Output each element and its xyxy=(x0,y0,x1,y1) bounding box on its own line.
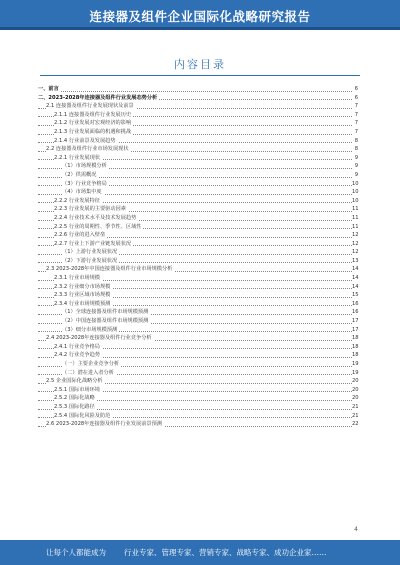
toc-entry-text: 2.4.2 行业竞争趋势 xyxy=(54,352,100,359)
toc-entry[interactable] xyxy=(38,360,358,369)
toc-entry-page: 10 xyxy=(352,197,359,204)
toc-entry-page: 6 xyxy=(352,85,358,94)
toc-entry-page: 16 xyxy=(352,300,359,307)
table-of-contents xyxy=(38,85,358,429)
toc-entry-text: 2.3.2 行业细分市场规模 xyxy=(54,283,111,290)
toc-entry-page: 8 xyxy=(352,137,358,146)
toc-entry-page: 12 xyxy=(352,240,359,247)
toc-entry-page: 10 xyxy=(352,189,359,196)
toc-entry-page: 20 xyxy=(352,395,359,402)
toc-entry[interactable] xyxy=(38,137,358,146)
toc-entry[interactable] xyxy=(38,214,358,223)
toc-entry-page: 13 xyxy=(352,257,359,264)
toc-entry-text: 2.2.4 行业技术水平及技术发展趋势 xyxy=(54,214,137,221)
toc-entry-page: 21 xyxy=(352,403,359,410)
toc-entry[interactable] xyxy=(38,274,358,283)
toc-entry-page: 17 xyxy=(352,326,359,333)
toc-entry-text: 2.6 2023-2028年连接器及组件行业发展前景预测 xyxy=(46,421,162,428)
toc-entry[interactable] xyxy=(38,162,358,171)
toc-entry-text: 2.2.2 行业发展特征 xyxy=(54,197,100,204)
report-footer xyxy=(0,526,400,565)
toc-entry-text: 2.5.1 国际市场环境 xyxy=(54,386,100,393)
toc-entry-text: 2.2.1 行业发展现状 xyxy=(54,154,100,161)
toc-entry[interactable] xyxy=(38,394,358,403)
toc-entry[interactable] xyxy=(38,248,358,257)
toc-entry-text: 2.1 连接器及组件行业发展现状及前景 xyxy=(46,103,134,110)
toc-entry[interactable] xyxy=(38,377,358,386)
toc-title: 内容目录 xyxy=(174,58,226,71)
toc-entry[interactable] xyxy=(38,300,358,309)
toc-entry-page: 18 xyxy=(352,352,359,359)
footer-slogan-right: 行业专家、管理专家、营销专家、战略专家、成功企业家…… xyxy=(124,548,327,557)
toc-title-rule xyxy=(40,75,360,76)
toc-entry-page: 8 xyxy=(352,145,358,154)
toc-entry-text: 2.1.2 行业发展对宏观经济的影响 xyxy=(54,120,132,127)
toc-entry-page: 11 xyxy=(352,214,359,221)
toc-entry-page: 19 xyxy=(352,369,359,376)
toc-entry[interactable] xyxy=(38,197,358,206)
toc-entry[interactable] xyxy=(38,94,358,103)
toc-entry[interactable] xyxy=(38,240,358,249)
toc-entry[interactable] xyxy=(38,386,358,395)
page-number: 4 xyxy=(354,526,358,533)
toc-entry-text: 2.5.2 国际化战略 xyxy=(54,395,95,402)
toc-entry[interactable] xyxy=(38,231,358,240)
toc-entry-text: （2）中国连接器及组件市场规模预测 xyxy=(62,318,149,325)
toc-entry-text: 2.3 2023-2028年中国连接器及组件行业市场规模分析 xyxy=(46,266,173,273)
toc-entry-text: （2）供需概况 xyxy=(62,171,97,178)
toc-entry-page: 11 xyxy=(352,206,359,213)
toc-entry-page: 20 xyxy=(352,386,359,393)
toc-entry-text: 一、前言 xyxy=(38,86,59,92)
toc-entry-page: 9 xyxy=(352,162,358,171)
toc-entry[interactable] xyxy=(38,283,358,292)
toc-entry-page: 15 xyxy=(352,292,359,299)
toc-entry-page: 20 xyxy=(352,378,359,385)
toc-entry-page: 7 xyxy=(352,111,358,120)
toc-entry-page: 18 xyxy=(352,335,359,342)
toc-entry[interactable] xyxy=(38,180,358,189)
toc-entry[interactable] xyxy=(38,369,358,378)
toc-entry-text: （3）行业竞争格局 xyxy=(62,180,107,187)
toc-entry[interactable] xyxy=(38,420,358,429)
toc-entry-text: （1）市场规模分析 xyxy=(62,163,107,170)
toc-entry-page: 7 xyxy=(352,102,358,111)
toc-entry[interactable] xyxy=(38,111,358,120)
toc-entry-text: 2.1.1 连接器及组件行业发展历史 xyxy=(54,111,132,118)
toc-entry-text: 二、2023-2028年连接器及组件行业发展态势分析 xyxy=(38,94,158,101)
toc-leader-dots xyxy=(38,91,352,92)
toc-entry[interactable] xyxy=(38,343,358,352)
toc-entry-page: 14 xyxy=(352,266,359,273)
toc-entry-page: 11 xyxy=(352,223,359,230)
toc-entry-text: 2.1.4 行业前景及发展趋势 xyxy=(54,137,116,144)
toc-entry-text: 2.3.1 行业市场规模 xyxy=(54,275,100,282)
toc-entry[interactable] xyxy=(38,291,358,300)
toc-entry-text: 2.5 企业国际化战略分析 xyxy=(46,378,103,385)
toc-entry-text: 2.2.7 行业上下游产业链发展状况 xyxy=(54,240,132,247)
toc-entry-page: 9 xyxy=(352,171,358,180)
toc-entry[interactable] xyxy=(38,412,358,421)
toc-entry[interactable] xyxy=(38,145,358,154)
toc-entry[interactable] xyxy=(38,317,358,326)
toc-entry-page: 18 xyxy=(352,343,359,350)
header-stripe xyxy=(0,27,400,30)
toc-entry-text: 2.2 连接器及组件行业市场发展现状 xyxy=(46,146,129,153)
toc-entry[interactable] xyxy=(38,102,358,111)
toc-entry-text: 2.4 2023-2028年连接器及组件行业竞争分析 xyxy=(46,335,152,342)
toc-entry[interactable] xyxy=(38,128,358,137)
toc-entry-text: 2.2.5 行业的周期性、季节性、区域性 xyxy=(54,223,142,230)
toc-entry[interactable] xyxy=(38,257,358,266)
report-title: 连接器及组件企业国际化战略研究报告 xyxy=(89,9,311,24)
toc-entry-text: （一）主要企业竞争分析 xyxy=(62,361,120,367)
toc-entry-page: 14 xyxy=(352,283,359,290)
footer-slogan-left: 让每个人都能成为 xyxy=(46,548,106,557)
toc-entry-page: 21 xyxy=(352,412,359,419)
toc-entry[interactable] xyxy=(38,265,358,274)
toc-entry[interactable] xyxy=(38,85,358,94)
toc-entry-page: 7 xyxy=(352,128,358,137)
toc-entry-page: 10 xyxy=(352,180,359,187)
toc-entry-page: 16 xyxy=(352,309,359,316)
toc-entry-text: 2.5.4 国际化风险及防范 xyxy=(54,412,111,419)
toc-entry-text: 2.4.1 行业竞争格局 xyxy=(54,343,100,350)
toc-entry[interactable] xyxy=(38,223,358,232)
toc-entry-text: 2.2.6 行业的进入壁垒 xyxy=(54,232,106,239)
toc-entry-text: （1）上游行业发展状况 xyxy=(62,249,118,256)
toc-entry-text: 2.5.3 国际化路径 xyxy=(54,403,95,410)
toc-entry[interactable] xyxy=(38,351,358,360)
toc-entry-page: 12 xyxy=(352,249,359,256)
toc-entry-page: 14 xyxy=(352,275,359,282)
toc-entry-text: （二）潜在进入者分析 xyxy=(62,369,114,376)
toc-entry-page: 7 xyxy=(352,119,358,128)
toc-entry[interactable] xyxy=(38,308,358,317)
toc-entry-page: 22 xyxy=(352,421,359,428)
toc-entry-text: 2.3.3 行业区域市场规模 xyxy=(54,292,111,299)
toc-entry-text: 2.2.3 行业发展的主要驱动因素 xyxy=(54,206,126,213)
toc-entry-page: 9 xyxy=(352,154,358,163)
toc-entry-page: 6 xyxy=(352,94,358,103)
toc-entry[interactable] xyxy=(38,188,358,197)
toc-entry-page: 12 xyxy=(352,232,359,239)
toc-entry-page: 19 xyxy=(352,361,359,367)
toc-entry[interactable] xyxy=(38,403,358,412)
report-header xyxy=(0,0,400,30)
toc-entry[interactable] xyxy=(38,154,358,163)
toc-entry-text: （1）全球连接器及组件市场规模预测 xyxy=(62,309,149,316)
toc-entry-text: 2.3.4 行业市场规模预测 xyxy=(54,300,111,307)
toc-entry[interactable] xyxy=(38,334,358,343)
toc-entry-text: （3）细分市场规模预测 xyxy=(62,326,118,333)
toc-entry[interactable] xyxy=(38,119,358,128)
toc-entry-page: 17 xyxy=(352,318,359,325)
toc-entry-text: （4）市场集中度 xyxy=(62,189,102,196)
toc-entry[interactable] xyxy=(38,205,358,214)
toc-entry-text: 2.1.3 行业发展面临的机遇和挑战 xyxy=(54,128,132,135)
toc-entry[interactable] xyxy=(38,171,358,180)
toc-entry-text: （2）下游行业发展状况 xyxy=(62,257,118,264)
toc-entry[interactable] xyxy=(38,326,358,335)
